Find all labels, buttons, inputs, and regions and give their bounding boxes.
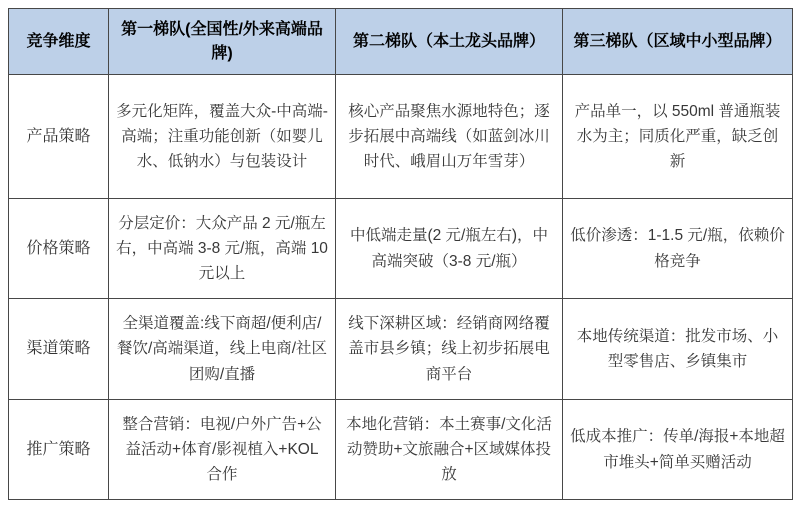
header-row xyxy=(9,9,793,75)
table-row-promotion-strategy xyxy=(9,400,793,500)
cell-channel-tier2: 线下深耕区域：经销商网络覆盖市县乡镇；线上初步拓展电商平台 xyxy=(336,299,563,400)
row-label-price: 价格策略 xyxy=(9,199,109,299)
cell-product-tier3: 产品单一，以 550ml 普通瓶装水为主；同质化严重，缺乏创新 xyxy=(563,75,793,199)
cell-product-tier1: 多元化矩阵，覆盖大众-中高端-高端；注重功能创新（如婴儿水、低钠水）与包装设计 xyxy=(109,75,336,199)
cell-product-tier2: 核心产品聚焦水源地特色；逐步拓展中高端线（如蓝剑冰川时代、峨眉山万年雪芽） xyxy=(336,75,563,199)
cell-price-tier1: 分层定价：大众产品 2 元/瓶左右，中高端 3-8 元/瓶，高端 10 元以上 xyxy=(109,199,336,299)
cell-channel-tier1: 全渠道覆盖:线下商超/便利店/餐饮/高端渠道，线上电商/社区团购/直播 xyxy=(109,299,336,400)
cell-promotion-tier2: 本地化营销：本土赛事/文化活动赞助+文旅融合+区域媒体投放 xyxy=(336,400,563,500)
header-tier2: 第二梯队（本土龙头品牌） xyxy=(336,9,563,75)
competition-strategy-table xyxy=(8,8,793,500)
cell-channel-tier3: 本地传统渠道：批发市场、小型零售店、乡镇集市 xyxy=(563,299,793,400)
cell-promotion-tier3: 低成本推广：传单/海报+本地超市堆头+简单买赠活动 xyxy=(563,400,793,500)
cell-price-tier3: 低价渗透：1-1.5 元/瓶，依赖价格竞争 xyxy=(563,199,793,299)
table-row-product-strategy xyxy=(9,75,793,199)
table-row-price-strategy xyxy=(9,199,793,299)
row-label-promotion: 推广策略 xyxy=(9,400,109,500)
table-row-channel-strategy xyxy=(9,299,793,400)
cell-promotion-tier1: 整合营销：电视/户外广告+公益活动+体育/影视植入+KOL 合作 xyxy=(109,400,336,500)
row-label-channel: 渠道策略 xyxy=(9,299,109,400)
cell-price-tier2: 中低端走量(2 元/瓶左右)，中高端突破（3-8 元/瓶） xyxy=(336,199,563,299)
header-tier1: 第一梯队(全国性/外来高端品牌) xyxy=(109,9,336,75)
header-tier3: 第三梯队（区域中小型品牌） xyxy=(563,9,793,75)
row-label-product: 产品策略 xyxy=(9,75,109,199)
header-dimension: 竞争维度 xyxy=(9,9,109,75)
